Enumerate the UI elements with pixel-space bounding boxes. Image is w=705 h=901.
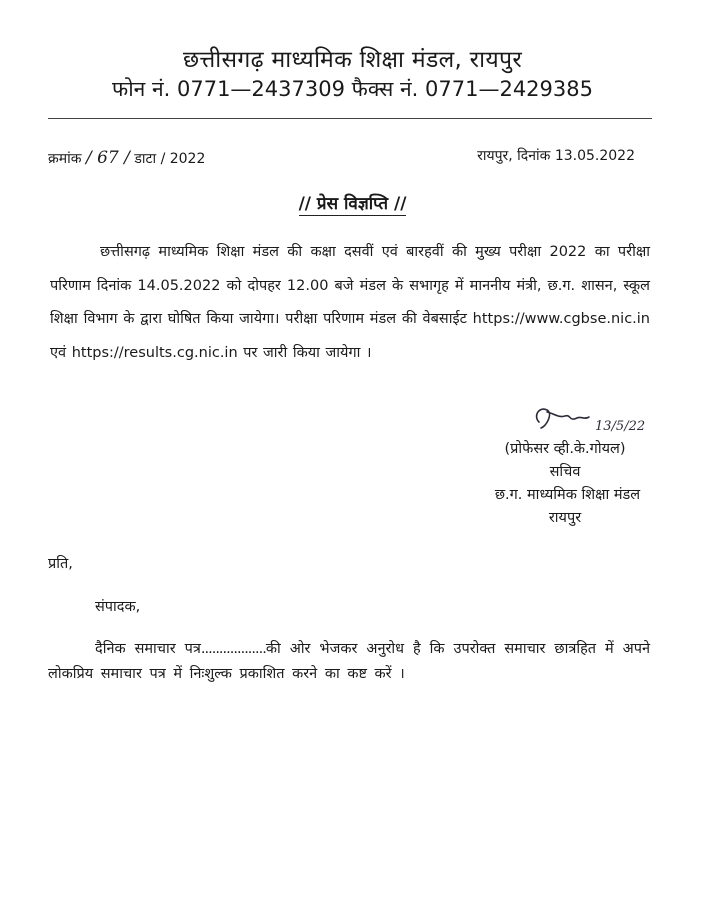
reference-suffix: डाटा / 2022: [134, 151, 206, 167]
request-prefix: दैनिक समाचार पत्र: [95, 641, 201, 657]
announcement-paragraph: छत्तीसगढ़ माध्यमिक शिक्षा मंडल की कक्षा दसवीं एवं बारहवीं की मुख्य परीक्षा 2022 का परीक्षा परिणाम दिनांक 14.05.2022 को दोपहर 12.00 बजे मंडल के सभागृह में माननीय मंत्री, छ.ग. शासन, स्कूल शिक्षा विभाग के द्वारा घोषित किया जायेगा। परीक्षा परिणाम मंडल की वेबसाईट https://www.cgbse.nic.in एवं https://results.cg.nic.in पर जारी किया जायेगा ।: [50, 244, 650, 361]
handwritten-signature: [525, 402, 655, 438]
request-blank-dots: ..................: [200, 641, 266, 657]
contact-line: फोन नं. 0771—2437309 फैक्स नं. 0771—2429385: [112, 77, 593, 101]
reference-handwritten-number: / 67 /: [85, 148, 130, 168]
distribution-to-label: प्रति,: [48, 556, 73, 572]
header-divider: [48, 118, 652, 119]
press-release-title: [0, 191, 705, 214]
distribution-addressee: संपादक,: [95, 599, 141, 615]
reference-label: क्रमांक: [48, 151, 82, 167]
signatory-designation: सचिव: [549, 464, 581, 480]
signatory-office: छ.ग. माध्यमिक शिक्षा मंडल: [494, 487, 641, 503]
signatory-city: रायपुर: [548, 510, 582, 526]
request-text: की ओर भेजकर अनुरोध है कि उपरोक्त समाचार छात्रहित में अपने लोकप्रिय समाचार पत्र में निःशुल्क प्रकाशित करने का कष्ट करें ।: [48, 641, 650, 682]
reference-number: [48, 148, 205, 168]
place-date: रायपुर, दिनांक 13.05.2022: [477, 148, 635, 164]
signature-date-note: 13/5/22: [595, 419, 646, 434]
signatory-name: (प्रोफेसर व्ही.के.गोयल): [504, 441, 626, 457]
board-name-heading: छत्तीसगढ़ माध्यमिक शिक्षा मंडल, रायपुर: [182, 47, 523, 73]
distribution-request: [48, 637, 650, 687]
press-release-title-text: // प्रेस विज्ञप्ति //: [298, 194, 407, 214]
signatory-block: [440, 438, 690, 530]
